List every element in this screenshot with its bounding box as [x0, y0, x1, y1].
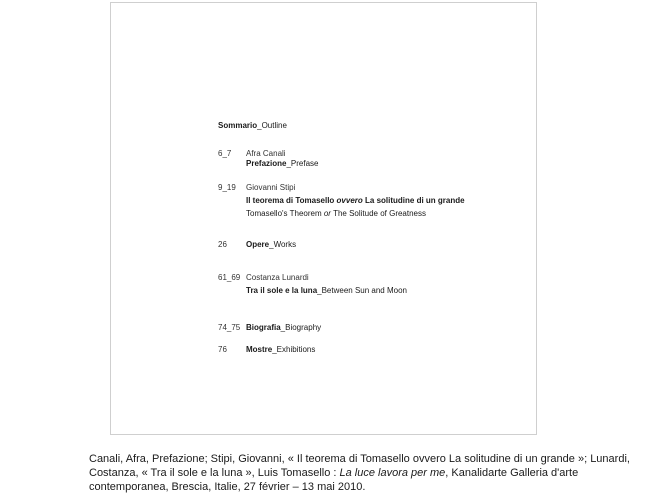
toc-entry-title — [246, 323, 528, 333]
toc-entry-subtitle-part: Tomasello's Theorem — [246, 209, 324, 218]
caption-text: Canali, Afra, Prefazione; Stipi, Giovanni, « Il teorema di Tomasello ovvero La solitudine di un grande »; Lunardi, Costanza, « Tra il sole e la luna », Luis Tomasello : — [89, 453, 630, 479]
toc-entry-title — [246, 240, 528, 250]
toc-entry-title-bold: Mostre — [246, 345, 273, 354]
toc-entry-subtitle-italic: or — [323, 209, 331, 218]
toc-entry-title-rest: _Exhibitions — [272, 345, 316, 354]
toc-entry-title-bold: Opere — [246, 240, 270, 249]
toc-entry-pages: 74_75 — [218, 323, 241, 332]
toc-entry-title-rest: _Works — [269, 240, 297, 249]
toc-entry-title — [246, 286, 528, 296]
toc-entry-author: Afra Canali — [246, 149, 286, 158]
toc-entry-title-rest: _Biography — [280, 323, 322, 332]
toc-entry-title-part: La solitudine di un grande — [362, 196, 465, 205]
bibliographic-caption — [89, 452, 639, 494]
toc-entry-author: Giovanni Stipi — [246, 183, 296, 192]
toc-entry-title-bold: Prefazione — [246, 159, 287, 168]
toc-entry-title — [246, 159, 528, 169]
toc-entry-title-part: Il teorema di Tomasello — [246, 196, 337, 205]
toc-entry-title — [246, 196, 528, 206]
caption-italic-title: La luce lavora per me — [339, 467, 446, 479]
toc-entry-pages: 61_69 — [218, 273, 241, 282]
toc-entry-title-italic: ovvero — [336, 196, 363, 205]
toc-entry-pages: 9_19 — [218, 183, 236, 192]
toc-entry-subtitle-part: The Solitude of Greatness — [330, 209, 427, 218]
toc-entry-pages: 26 — [218, 240, 227, 249]
caption-text-end: , Kanalidarte Galleria d'arte contemporanea, Brescia, Italie, 27 février – 13 mai 2010. — [89, 467, 579, 493]
toc-title — [218, 121, 287, 131]
toc-entry-title-bold: Biografia — [246, 323, 281, 332]
toc-entry-title-bold: Tra il sole e la luna — [246, 286, 318, 295]
toc-entry-title-rest: _Between Sun and Moon — [317, 286, 407, 295]
toc-entry-title — [246, 345, 528, 355]
toc-entry-author: Costanza Lunardi — [246, 273, 309, 282]
toc-entry-pages: 76 — [218, 345, 227, 354]
toc-entry-pages: 6_7 — [218, 149, 232, 158]
toc-entry-subtitle — [246, 209, 528, 219]
scanned-page — [110, 2, 537, 435]
toc-entry-title-rest: _Prefase — [286, 159, 319, 168]
toc-title-bold: Sommario — [218, 121, 258, 130]
toc-title-rest: _Outline — [257, 121, 287, 130]
